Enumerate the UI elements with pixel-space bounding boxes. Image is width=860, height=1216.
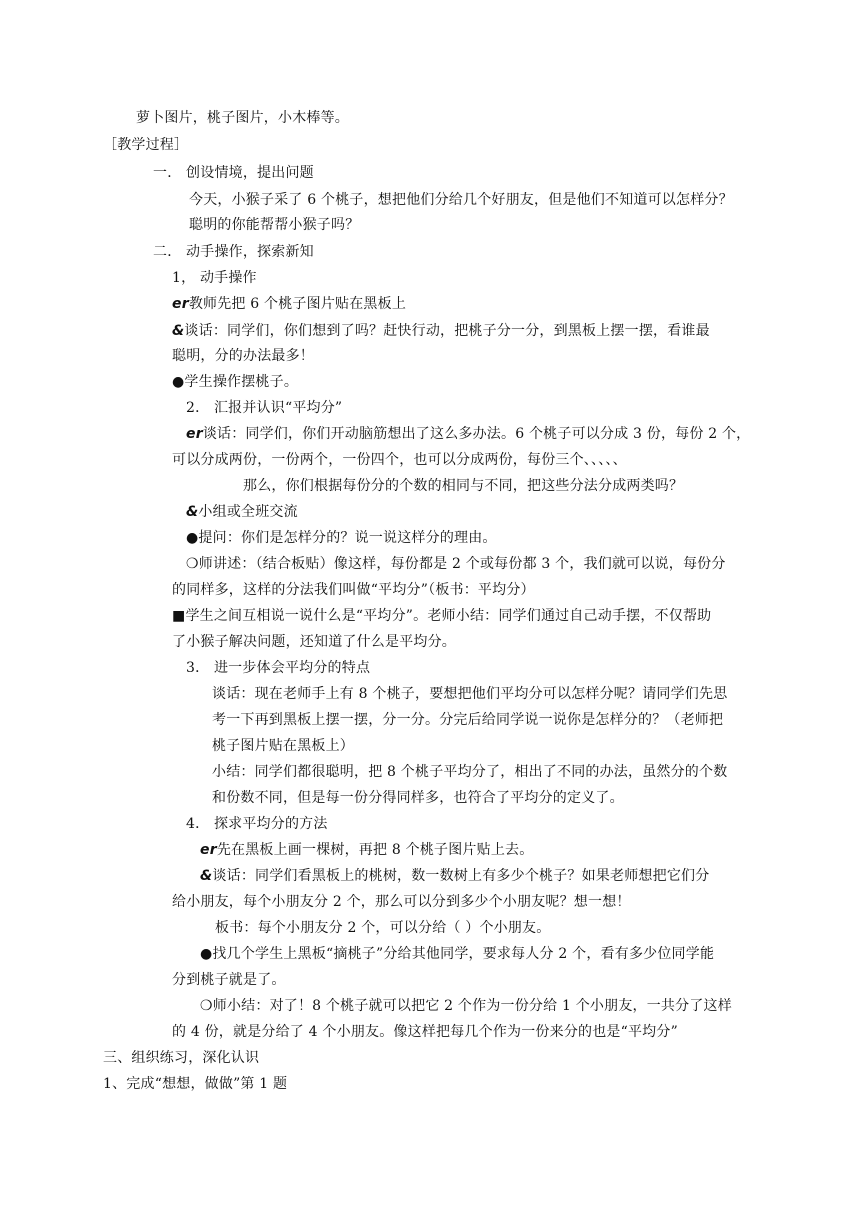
ampersand-icon: & bbox=[186, 504, 199, 520]
bullet-line: &谈话：同学们，你们想到了吗？赶快行动，把桃子分一分，到黑板上摆一摆，看谁最 bbox=[172, 323, 710, 339]
sub-heading-1: 1， 动手操作 bbox=[172, 270, 257, 286]
sub-heading-2: 2． 汇报并认识“平均分” bbox=[186, 400, 343, 416]
paragraph-line: 和份数不同，但是每一份分得同样多，也符合了平均分的定义了。 bbox=[212, 790, 624, 806]
paragraph-line: 聪明的你能帮帮小猴子吗？ bbox=[189, 217, 360, 233]
paragraph-line: 的 4 份，就是分给了 4 个小朋友。像这样把每几个作为一份来分的也是“平均分” bbox=[172, 1024, 678, 1040]
paragraph-line: 那么，你们根据每份分的个数的相同与不同，把这些分法分成两类吗？ bbox=[243, 478, 684, 494]
step-heading-2: 二． 动手操作，探索新知 bbox=[153, 244, 314, 260]
bullet-line: er谈话：同学们，你们开动脑筋想出了这么多办法。6 个桃子可以分成 3 份，每份 2 个， bbox=[186, 426, 751, 442]
paragraph-line: 可以分成两份，一份两个，一份四个，也可以分成两份，每份三个、、、、、 bbox=[172, 452, 627, 468]
bullet-line: er教师先把 6 个桃子图片贴在黑板上 bbox=[172, 296, 407, 312]
bullet-icon: er bbox=[200, 842, 217, 858]
bullet-line: ■学生之间互相说一说什么是“平均分”。老师小结：同学们通过自己动手摆，不仅帮助 bbox=[172, 608, 712, 624]
filled-circle-icon: ● bbox=[186, 530, 199, 546]
paragraph-line: 给小朋友，每个小朋友分 2 个，那么可以分到多少个小朋友呢？想一想！ bbox=[172, 894, 631, 910]
bullet-icon: er bbox=[186, 426, 203, 442]
paragraph-line: 的同样多，这样的分法我们叫做“平均分”（板书：平均分） bbox=[172, 582, 535, 598]
section-heading-process: ［教学过程］ bbox=[103, 137, 189, 153]
paragraph-line: 了小猴子解决问题，还知道了什么是平均分。 bbox=[172, 634, 456, 650]
paragraph-line: 聪明，分的办法最多！ bbox=[172, 348, 314, 364]
filled-circle-icon: ● bbox=[200, 946, 213, 962]
filled-circle-icon: ● bbox=[172, 374, 185, 390]
bullet-icon: er bbox=[172, 296, 189, 312]
step-heading-1: 一． 创设情境，提出问题 bbox=[153, 165, 314, 181]
paragraph-line: 谈话：现在老师手上有 8 个桃子，要想把他们平均分可以怎样分呢？请同学们先思 bbox=[212, 686, 728, 702]
sub-heading-3: 3． 进一步体会平均分的特点 bbox=[186, 660, 371, 676]
paragraph-line: 板书：每个小朋友分 2 个，可以分给（ ）个小朋友。 bbox=[215, 920, 551, 936]
ampersand-icon: & bbox=[200, 868, 213, 884]
sub-heading-4: 4． 探求平均分的方法 bbox=[186, 816, 328, 832]
bullet-line: &谈话：同学们看黑板上的桃树，数一数树上有多少个桃子？如果老师想把它们分 bbox=[200, 868, 710, 884]
bullet-line: ●提问：你们是怎样分的？说一说这样分的理由。 bbox=[186, 530, 497, 546]
bullet-line: ❍师讲述：（结合板贴）像这样，每份都是 2 个或每份都 3 个，我们就可以说，每份分 bbox=[186, 556, 726, 572]
paragraph-line: 考一下再到黑板上摆一摆，分一分。分完后给同学说一说你是怎样分的？（老师把 bbox=[212, 712, 724, 728]
hollow-circle-icon: ❍ bbox=[200, 998, 213, 1014]
bullet-line: ●学生操作摆桃子。 bbox=[172, 374, 299, 390]
materials-line: 萝卜图片，桃子图片，小木棒等。 bbox=[136, 110, 349, 126]
paragraph-line: 今天，小猴子采了 6 个桃子，想把他们分给几个好朋友，但是他们不知道可以怎样分？ bbox=[189, 192, 733, 208]
filled-square-icon: ■ bbox=[172, 608, 186, 624]
hollow-circle-icon: ❍ bbox=[186, 556, 199, 572]
paragraph-line: 小结：同学们都很聪明，把 8 个桃子平均分了，相出了不同的办法，虽然分的个数 bbox=[212, 764, 728, 780]
paragraph-line: 桃子图片贴在黑板上） bbox=[212, 738, 354, 754]
bullet-line: ●找几个学生上黑板“摘桃子”分给其他同学，要求每人分 2 个，看有多少位同学能 bbox=[200, 946, 715, 962]
exercise-line: 1、完成“想想，做做”第 1 题 bbox=[103, 1076, 288, 1092]
bullet-line: ❍师小结：对了！8 个桃子就可以把它 2 个作为一份分给 1 个小朋友，一共分了这样 bbox=[200, 998, 732, 1014]
bullet-line: er先在黑板上画一棵树，再把 8 个桃子图片贴上去。 bbox=[200, 842, 534, 858]
paragraph-line: 分到桃子就是了。 bbox=[172, 972, 286, 988]
section-heading-3: 三、组织练习，深化认识 bbox=[103, 1050, 260, 1066]
ampersand-icon: & bbox=[172, 323, 185, 339]
bullet-line: &小组或全班交流 bbox=[186, 504, 298, 520]
